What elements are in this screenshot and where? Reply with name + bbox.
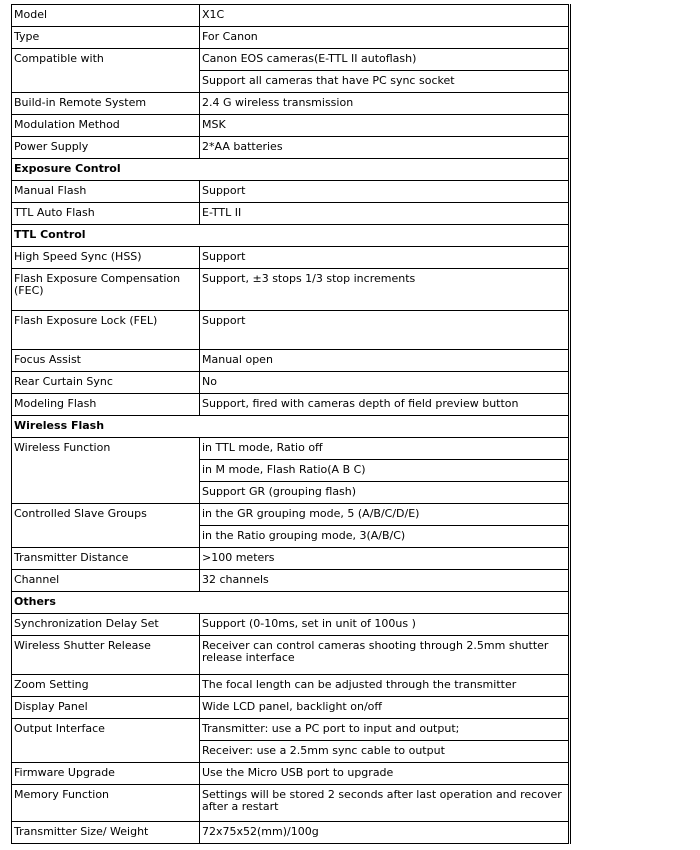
- section-heading: Others: [12, 592, 569, 614]
- spec-label: High Speed Sync (HSS): [12, 247, 200, 269]
- spec-label: Wireless Function: [12, 438, 200, 504]
- spec-label: Transmitter Distance: [12, 548, 200, 570]
- spec-value: in the Ratio grouping mode, 3(A/B/C): [200, 526, 569, 548]
- spec-label: Output Interface: [12, 719, 200, 763]
- spec-value: Manual open: [200, 350, 569, 372]
- spec-label: Channel: [12, 570, 200, 592]
- section-heading: Exposure Control: [12, 159, 569, 181]
- table-row: [12, 504, 569, 526]
- table-row: [12, 372, 569, 394]
- table-row: [12, 181, 569, 203]
- spec-label: Memory Function: [12, 785, 200, 822]
- section-heading: TTL Control: [12, 225, 569, 247]
- table-row: [12, 438, 569, 460]
- table-row: [12, 636, 569, 675]
- spec-value: in TTL mode, Ratio off: [200, 438, 569, 460]
- spec-value: Receiver can control cameras shooting through 2.5mm shutter release interface: [200, 636, 569, 675]
- section-row: [12, 225, 569, 247]
- spec-label: Controlled Slave Groups: [12, 504, 200, 548]
- spec-label: Synchronization Delay Set: [12, 614, 200, 636]
- table-row: [12, 311, 569, 350]
- table-row: [12, 822, 569, 844]
- spec-value: Support: [200, 181, 569, 203]
- spec-value: MSK: [200, 115, 569, 137]
- spec-value: Settings will be stored 2 seconds after last operation and recover after a restart: [200, 785, 569, 822]
- spec-value: 32 channels: [200, 570, 569, 592]
- spec-value: Support all cameras that have PC sync socket: [200, 71, 569, 93]
- spec-value: in M mode, Flash Ratio(A B C): [200, 460, 569, 482]
- table-row: [12, 137, 569, 159]
- right-border-line: [570, 4, 573, 844]
- spec-value: 2*AA batteries: [200, 137, 569, 159]
- spec-value: Support (0-10ms, set in unit of 100us ): [200, 614, 569, 636]
- spec-table: [11, 4, 569, 844]
- spec-value: 2.4 G wireless transmission: [200, 93, 569, 115]
- spec-label: TTL Auto Flash: [12, 203, 200, 225]
- table-row: [12, 697, 569, 719]
- spec-value: No: [200, 372, 569, 394]
- spec-value: Use the Micro USB port to upgrade: [200, 763, 569, 785]
- spec-label: Power Supply: [12, 137, 200, 159]
- spec-label: Model: [12, 5, 200, 27]
- spec-value: Support: [200, 311, 569, 350]
- section-row: [12, 592, 569, 614]
- spec-value: Transmitter: use a PC port to input and output;: [200, 719, 569, 741]
- table-row: [12, 548, 569, 570]
- spec-value: Support: [200, 247, 569, 269]
- spec-label: Flash Exposure Lock (FEL): [12, 311, 200, 350]
- spec-label: Build-in Remote System: [12, 93, 200, 115]
- spec-label: Rear Curtain Sync: [12, 372, 200, 394]
- table-row: [12, 719, 569, 741]
- table-row: [12, 763, 569, 785]
- spec-value: 72x75x52(mm)/100g: [200, 822, 569, 844]
- spec-value: Receiver: use a 2.5mm sync cable to output: [200, 741, 569, 763]
- table-row: [12, 614, 569, 636]
- spec-label: Compatible with: [12, 49, 200, 93]
- table-row: [12, 675, 569, 697]
- table-row: [12, 269, 569, 311]
- spec-label: Type: [12, 27, 200, 49]
- spec-value: Support, ±3 stops 1/3 stop increments: [200, 269, 569, 311]
- section-heading: Wireless Flash: [12, 416, 569, 438]
- spec-label: Modeling Flash: [12, 394, 200, 416]
- spec-label: Transmitter Size/ Weight: [12, 822, 200, 844]
- section-row: [12, 416, 569, 438]
- spec-label: Focus Assist: [12, 350, 200, 372]
- spec-label: Manual Flash: [12, 181, 200, 203]
- spec-value: >100 meters: [200, 548, 569, 570]
- table-row: [12, 5, 569, 27]
- table-row: [12, 93, 569, 115]
- spec-value: E-TTL II: [200, 203, 569, 225]
- table-row: [12, 350, 569, 372]
- spec-value: Support GR (grouping flash): [200, 482, 569, 504]
- table-row: [12, 115, 569, 137]
- table-row: [12, 247, 569, 269]
- spec-value: The focal length can be adjusted through the transmitter: [200, 675, 569, 697]
- spec-value: in the GR grouping mode, 5 (A/B/C/D/E): [200, 504, 569, 526]
- spec-label: Firmware Upgrade: [12, 763, 200, 785]
- table-row: [12, 394, 569, 416]
- spec-value: X1C: [200, 5, 569, 27]
- table-row: [12, 27, 569, 49]
- section-row: [12, 159, 569, 181]
- table-row: [12, 203, 569, 225]
- spec-label: Display Panel: [12, 697, 200, 719]
- spec-label: Flash Exposure Compensation (FEC): [12, 269, 200, 311]
- spec-value: Wide LCD panel, backlight on/off: [200, 697, 569, 719]
- table-row: [12, 570, 569, 592]
- spec-label: Wireless Shutter Release: [12, 636, 200, 675]
- table-row: [12, 49, 569, 71]
- table-row: [12, 785, 569, 822]
- spec-value: Support, fired with cameras depth of field preview button: [200, 394, 569, 416]
- spec-label: Modulation Method: [12, 115, 200, 137]
- spec-label: Zoom Setting: [12, 675, 200, 697]
- spec-value: Canon EOS cameras(E-TTL II autoflash): [200, 49, 569, 71]
- spec-value: For Canon: [200, 27, 569, 49]
